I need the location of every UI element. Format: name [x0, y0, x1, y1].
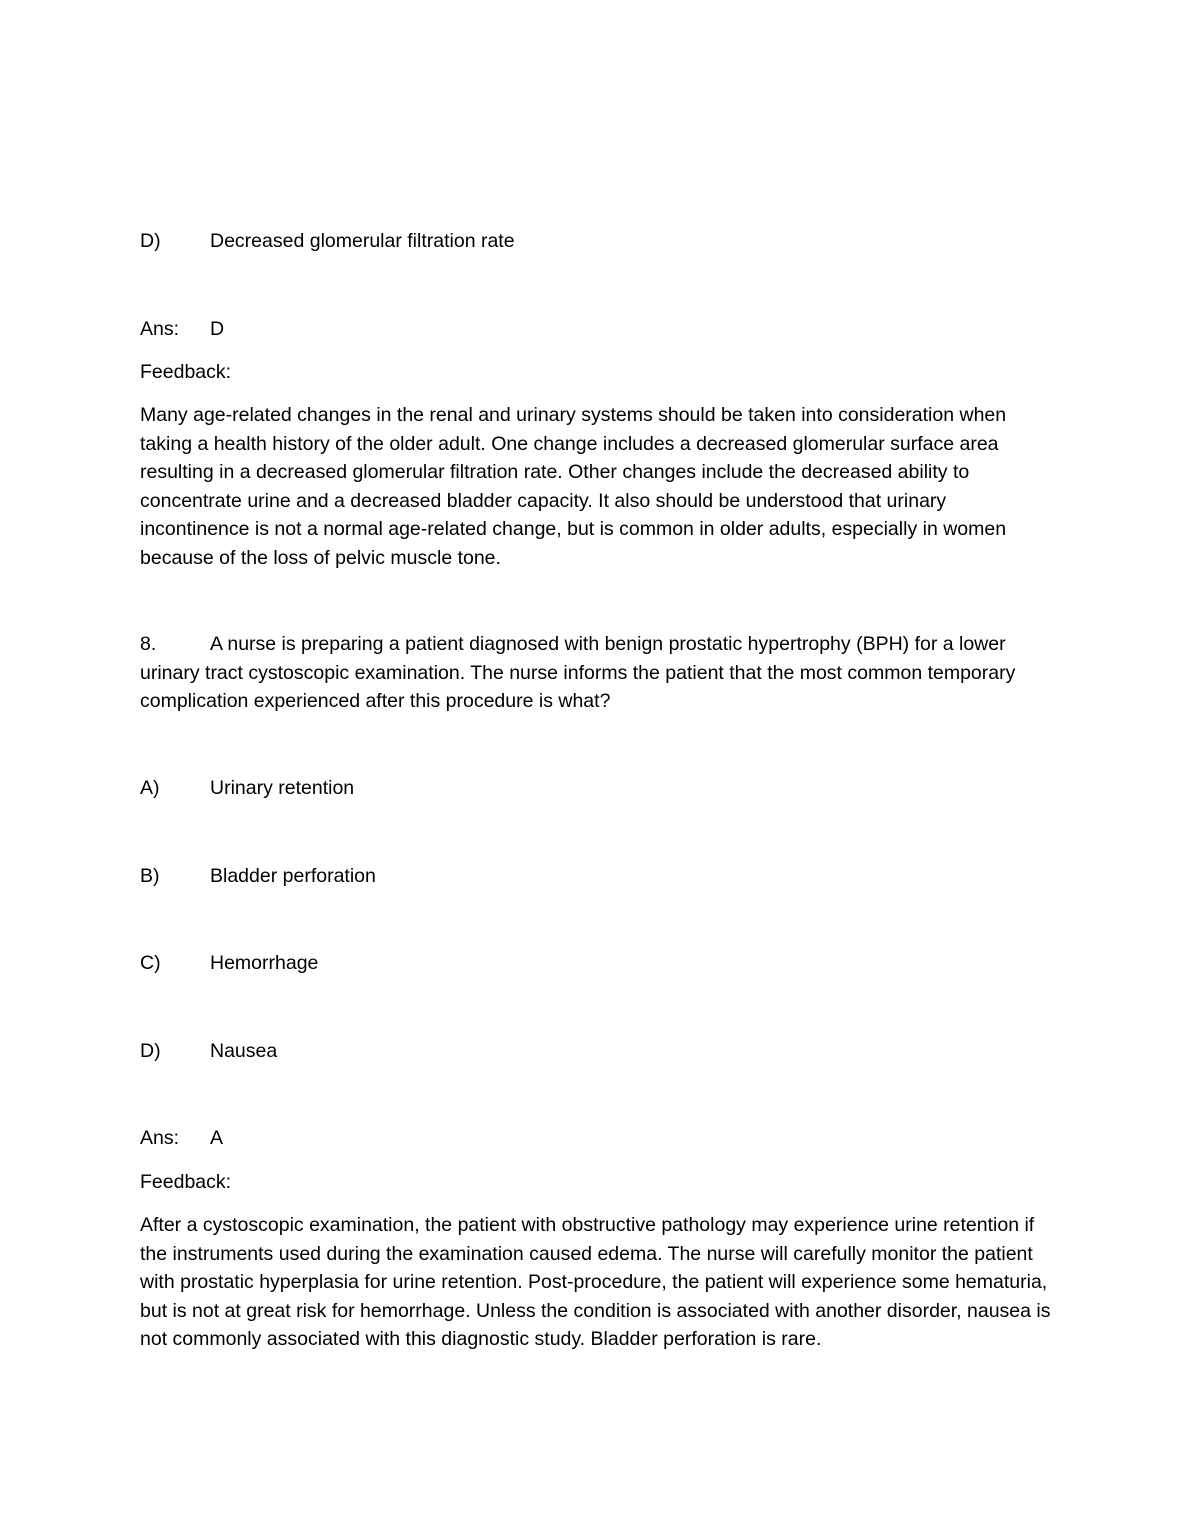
question-text: A nurse is preparing a patient diagnosed with benign prostatic hypertrophy (BPH) for a lower urinary tract cystoscopic examination. The nurse informs the patient that the most common temporary complication experienced after this procedure is what?	[140, 633, 1016, 712]
prev-feedback-label: Feedback:	[140, 361, 232, 383]
option-label: B)	[140, 865, 160, 887]
q8-answer	[140, 1124, 223, 1153]
option-label: D)	[140, 1040, 161, 1062]
answer-value: D	[210, 318, 225, 340]
prev-feedback-text: Many age-related changes in the renal and urinary systems should be taken into consideration when taking a health history of the older adult. One change includes a decreased glomerular surface area resulting in a decreased glomerular filtration rate. Other changes include the decreased ability to concentrate urine and a decreased bladder capacity. It also should be understood that urinary incontinence is not a normal age-related change, but is common in older adults, especially in women because of the loss of pelvic muscle tone.	[140, 404, 1007, 569]
option-label: A)	[140, 777, 160, 799]
option-text: Nausea	[210, 1040, 278, 1062]
q8-option-b	[140, 862, 376, 891]
answer-label: Ans:	[140, 1127, 180, 1149]
option-text: Decreased glomerular filtration rate	[210, 230, 515, 252]
answer-value: A	[210, 1127, 224, 1149]
option-label: D)	[140, 230, 161, 252]
question-number: 8.	[140, 633, 157, 655]
q8-option-d	[140, 1037, 277, 1066]
option-text: Hemorrhage	[210, 952, 319, 974]
q8-feedback-text: After a cystoscopic examination, the patient with obstructive pathology may experience urine retention if the instruments used during the examination caused edema. The nurse will carefully monitor the patient with prostatic hyperplasia for urine retention. Post-procedure, the patient will experience some hematuria, but is not at great risk for hemorrhage. Unless the condition is associated with another disorder, nausea is not commonly associated with this diagnostic study. Bladder perforation is rare.	[140, 1214, 1051, 1350]
q8-option-a	[140, 774, 354, 803]
option-text: Bladder perforation	[210, 865, 376, 887]
option-text: Urinary retention	[210, 777, 355, 799]
question-8-stem	[140, 630, 1052, 716]
q8-option-c	[140, 949, 318, 978]
prev-answer	[140, 315, 224, 344]
option-label: C)	[140, 952, 161, 974]
answer-label: Ans:	[140, 318, 180, 340]
prev-option-d	[140, 227, 515, 256]
q8-feedback-label: Feedback:	[140, 1171, 232, 1193]
